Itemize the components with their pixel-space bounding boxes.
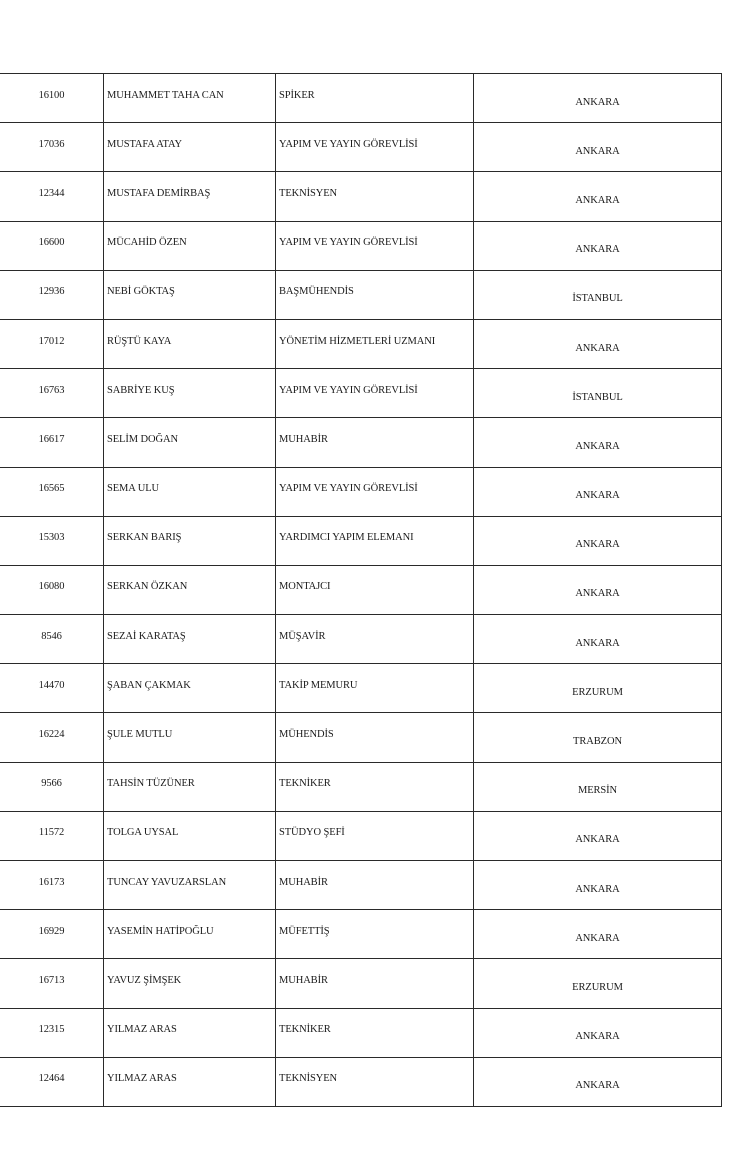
job-title-text: MUHABİR — [279, 974, 328, 986]
table-row — [0, 910, 722, 959]
city-text: ANKARA — [575, 194, 620, 206]
employee-name-text: ŞABAN ÇAKMAK — [107, 679, 191, 691]
city-cell — [474, 713, 722, 762]
city-cell — [474, 221, 722, 270]
employee-name-cell — [104, 123, 276, 172]
employee-id-cell — [0, 123, 104, 172]
city-cell — [474, 74, 722, 123]
city-cell — [474, 615, 722, 664]
employee-name-cell — [104, 910, 276, 959]
job-title-cell — [276, 418, 474, 467]
employee-id-cell — [0, 319, 104, 368]
job-title-cell — [276, 221, 474, 270]
table-row — [0, 664, 722, 713]
city-cell — [474, 369, 722, 418]
employee-name-cell — [104, 467, 276, 516]
job-title-cell — [276, 910, 474, 959]
job-title-text: TEKNİSYEN — [279, 187, 338, 199]
table-row — [0, 319, 722, 368]
employee-id-cell — [0, 221, 104, 270]
city-cell — [474, 811, 722, 860]
employee-name-text: TUNCAY YAVUZARSLAN — [107, 876, 227, 888]
employee-id-cell — [0, 959, 104, 1008]
job-title-cell — [276, 565, 474, 614]
job-title-text: YAPIM VE YAYIN GÖREVLİSİ — [279, 483, 418, 495]
employee-id-text: 16763 — [38, 384, 65, 396]
employee-id-text: 16173 — [38, 876, 65, 888]
employee-id-text: 12936 — [38, 286, 65, 298]
employee-name-text: RÜŞTÜ KAYA — [107, 335, 172, 347]
table-row — [0, 1008, 722, 1057]
city-cell — [474, 910, 722, 959]
job-title-text: MONTAJCI — [279, 581, 331, 593]
employee-name-text: ŞULE MUTLU — [107, 729, 173, 741]
employee-id-text: 12315 — [38, 1024, 65, 1036]
job-title-text: MUHABİR — [279, 433, 328, 445]
employee-id-cell — [0, 270, 104, 319]
employee-name-text: SERKAN ÖZKAN — [107, 581, 188, 593]
job-title-cell — [276, 123, 474, 172]
table-row — [0, 615, 722, 664]
city-cell — [474, 664, 722, 713]
employee-name-text: SEMA ULU — [107, 483, 159, 495]
table-row — [0, 762, 722, 811]
employee-id-text: 8546 — [41, 630, 62, 642]
table-row — [0, 172, 722, 221]
employee-id-text: 16080 — [38, 581, 65, 593]
employee-id-text: 16224 — [38, 729, 65, 741]
city-cell — [474, 1008, 722, 1057]
employee-id-cell — [0, 1008, 104, 1057]
city-text: TRABZON — [573, 736, 622, 748]
employee-name-cell — [104, 369, 276, 418]
job-title-text: TEKNİKER — [279, 778, 331, 790]
table-row — [0, 516, 722, 565]
table-row — [0, 418, 722, 467]
job-title-text: TEKNİKER — [279, 1024, 331, 1036]
employee-id-cell — [0, 713, 104, 762]
employee-name-cell — [104, 418, 276, 467]
city-text: ANKARA — [575, 342, 620, 354]
city-cell — [474, 123, 722, 172]
employee-id-text: 17012 — [38, 335, 65, 347]
employee-name-cell — [104, 861, 276, 910]
city-text: ANKARA — [575, 96, 620, 108]
employee-name-cell — [104, 811, 276, 860]
employee-name-cell — [104, 270, 276, 319]
employee-name-text: SABRİYE KUŞ — [107, 384, 175, 396]
table-row — [0, 123, 722, 172]
employee-name-text: SERKAN BARIŞ — [107, 532, 182, 544]
city-text: ERZURUM — [572, 686, 623, 698]
employee-name-text: NEBİ GÖKTAŞ — [107, 286, 175, 298]
employee-id-cell — [0, 664, 104, 713]
job-title-cell — [276, 615, 474, 664]
city-text: ANKARA — [575, 834, 620, 846]
employee-id-cell — [0, 418, 104, 467]
job-title-cell — [276, 861, 474, 910]
job-title-cell — [276, 74, 474, 123]
city-cell — [474, 1057, 722, 1106]
employee-name-text: SELİM DOĞAN — [107, 433, 178, 445]
job-title-text: YAPIM VE YAYIN GÖREVLİSİ — [279, 384, 418, 396]
job-title-text: YAPIM VE YAYIN GÖREVLİSİ — [279, 237, 418, 249]
job-title-text: YARDIMCI YAPIM ELEMANI — [279, 532, 414, 544]
employee-name-cell — [104, 172, 276, 221]
employee-name-text: TAHSİN TÜZÜNER — [107, 778, 195, 790]
job-title-cell — [276, 369, 474, 418]
employee-name-text: YAVUZ ŞİMŞEK — [107, 974, 182, 986]
employee-name-cell — [104, 1057, 276, 1106]
employee-id-text: 16929 — [38, 925, 65, 937]
employee-id-cell — [0, 615, 104, 664]
employee-id-text: 16713 — [38, 974, 65, 986]
employee-name-text: SEZAİ KARATAŞ — [107, 630, 186, 642]
city-cell — [474, 565, 722, 614]
employee-id-text: 12464 — [38, 1073, 65, 1085]
job-title-text: YÖNETİM HİZMETLERİ UZMANI — [279, 335, 436, 347]
employee-id-cell — [0, 369, 104, 418]
job-title-text: MÜFETTİŞ — [279, 925, 330, 937]
job-title-cell — [276, 762, 474, 811]
city-text: ANKARA — [575, 883, 620, 895]
personnel-table — [0, 73, 722, 1107]
city-text: ERZURUM — [572, 981, 623, 993]
employee-name-cell — [104, 959, 276, 1008]
employee-id-text: 17036 — [38, 138, 65, 150]
city-text: ANKARA — [575, 588, 620, 600]
job-title-cell — [276, 467, 474, 516]
job-title-text: TEKNİSYEN — [279, 1073, 338, 1085]
employee-id-text: 16100 — [38, 89, 65, 101]
employee-id-text: 16617 — [38, 433, 65, 445]
employee-name-text: MUSTAFA DEMİRBAŞ — [107, 187, 211, 199]
employee-id-cell — [0, 811, 104, 860]
table-row — [0, 1057, 722, 1106]
job-title-text: SPİKER — [279, 89, 315, 101]
employee-id-cell — [0, 172, 104, 221]
employee-name-cell — [104, 221, 276, 270]
job-title-cell — [276, 664, 474, 713]
employee-name-cell — [104, 615, 276, 664]
city-cell — [474, 467, 722, 516]
job-title-cell — [276, 811, 474, 860]
city-cell — [474, 762, 722, 811]
job-title-cell — [276, 516, 474, 565]
city-text: ANKARA — [575, 932, 620, 944]
employee-name-cell — [104, 664, 276, 713]
employee-id-cell — [0, 467, 104, 516]
employee-name-text: MÜCAHİD ÖZEN — [107, 237, 187, 249]
employee-id-cell — [0, 861, 104, 910]
table-row — [0, 369, 722, 418]
employee-name-text: TOLGA UYSAL — [107, 827, 179, 839]
employee-id-cell — [0, 516, 104, 565]
city-text: ANKARA — [575, 637, 620, 649]
city-text: ANKARA — [575, 490, 620, 502]
employee-id-text: 14470 — [38, 679, 65, 691]
employee-name-text: MUHAMMET TAHA CAN — [107, 89, 224, 101]
city-cell — [474, 861, 722, 910]
employee-id-cell — [0, 565, 104, 614]
city-cell — [474, 270, 722, 319]
job-title-text: STÜDYO ŞEFİ — [279, 827, 345, 839]
city-text: ANKARA — [575, 1080, 620, 1092]
job-title-text: MUHABİR — [279, 876, 328, 888]
employee-name-text: YASEMİN HATİPOĞLU — [107, 925, 214, 937]
city-cell — [474, 172, 722, 221]
employee-name-cell — [104, 565, 276, 614]
table-row — [0, 221, 722, 270]
table-row — [0, 811, 722, 860]
table-row — [0, 959, 722, 1008]
employee-id-text: 11572 — [38, 827, 65, 839]
employee-name-cell — [104, 74, 276, 123]
table-row — [0, 74, 722, 123]
job-title-text: YAPIM VE YAYIN GÖREVLİSİ — [279, 138, 418, 150]
employee-id-text: 12344 — [38, 187, 65, 199]
table-row — [0, 565, 722, 614]
city-text: MERSİN — [577, 785, 618, 797]
city-cell — [474, 516, 722, 565]
personnel-table-body — [0, 74, 722, 1107]
city-text: ANKARA — [575, 244, 620, 256]
job-title-text: MÜŞAVİR — [279, 630, 326, 642]
employee-id-cell — [0, 762, 104, 811]
job-title-cell — [276, 959, 474, 1008]
city-text: ANKARA — [575, 1031, 620, 1043]
job-title-cell — [276, 1057, 474, 1106]
city-cell — [474, 959, 722, 1008]
job-title-text: MÜHENDİS — [279, 729, 334, 741]
employee-id-cell — [0, 1057, 104, 1106]
job-title-cell — [276, 270, 474, 319]
employee-name-text: YILMAZ ARAS — [107, 1024, 177, 1036]
city-text: ANKARA — [575, 539, 620, 551]
employee-name-text: MUSTAFA ATAY — [107, 138, 183, 150]
employee-name-cell — [104, 713, 276, 762]
table-row — [0, 861, 722, 910]
job-title-cell — [276, 172, 474, 221]
table-row — [0, 467, 722, 516]
job-title-text: BAŞMÜHENDİS — [279, 286, 354, 298]
employee-name-text: YILMAZ ARAS — [107, 1073, 177, 1085]
job-title-cell — [276, 713, 474, 762]
employee-name-cell — [104, 762, 276, 811]
table-row — [0, 713, 722, 762]
city-cell — [474, 418, 722, 467]
city-text: İSTANBUL — [572, 293, 623, 305]
employee-id-cell — [0, 910, 104, 959]
city-text: ANKARA — [575, 145, 620, 157]
employee-name-cell — [104, 516, 276, 565]
employee-id-text: 16600 — [38, 237, 65, 249]
employee-id-text: 16565 — [38, 483, 65, 495]
table-row — [0, 270, 722, 319]
city-cell — [474, 319, 722, 368]
employee-id-text: 9566 — [41, 778, 62, 790]
job-title-text: TAKİP MEMURU — [279, 679, 358, 691]
job-title-cell — [276, 319, 474, 368]
city-text: İSTANBUL — [572, 391, 623, 403]
job-title-cell — [276, 1008, 474, 1057]
employee-name-cell — [104, 319, 276, 368]
employee-id-cell — [0, 74, 104, 123]
employee-name-cell — [104, 1008, 276, 1057]
city-text: ANKARA — [575, 440, 620, 452]
employee-id-text: 15303 — [38, 532, 65, 544]
